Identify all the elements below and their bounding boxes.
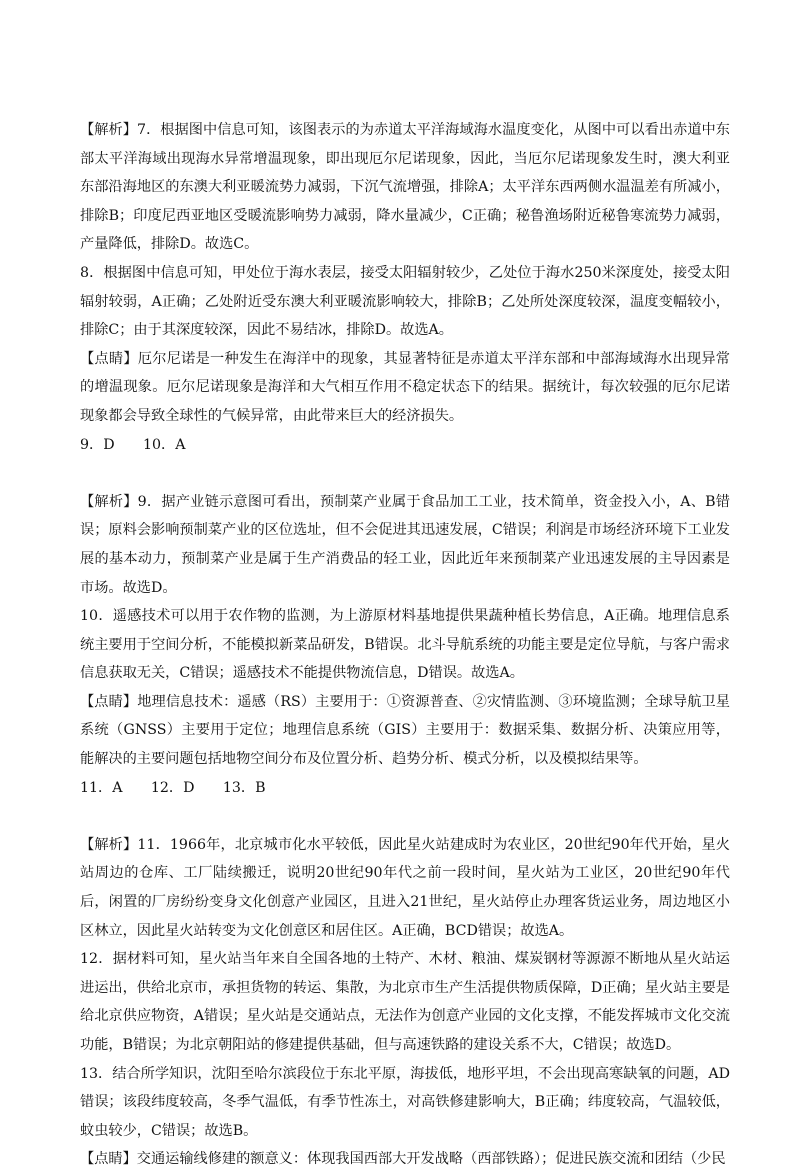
note-paragraph-2 — [80, 688, 730, 774]
note-paragraph-1 — [80, 345, 730, 431]
analysis-paragraph-10 — [80, 602, 730, 688]
paragraph-text: 8．根据图中信息可知，甲处位于海水表层，接受太阳辐射较少，乙处位于海水250米深度处，接受太阳辐射较弱，A正确；乙处附近受东澳大利亚暖流影响较大，排除B；乙处所处深度较深，温度变幅较小，排除C；由于其深度较深，因此不易结冰，排除D。故选A。 — [80, 264, 730, 339]
paragraph-text: 12．据材料可知，星火站当年来自全国各地的土特产、木材、粮油、煤炭钢材等源源不断地从星火站运进运出，供给北京市，承担货物的转运、集散，为北京市生产生活提供物质保障，D正确；星火站主要是给北京供应物资，A错误；星火站是交通站点，无法作为创意产业园的文化支撑，不能发挥城市文化交流功能，B错误；为北京朝阳站的修建提供基础，但与高速铁路的建设关系不大，C错误；故选D。 — [80, 951, 730, 1053]
paragraph-text: 11．1966年，北京城市化水平较低，因此星火站建成时为农业区，20世纪90年代开始，星火站周边的仓库、工厂陆续搬迁，说明20世纪90年代之前一段时间，星火站为工业区，20世纪90年代后，闲置的厂房纷纷变身文化创意产业园区，且进入21世纪，星火站停止办理客货运业务，周边地区小区林立，因此星火站转变为文化创意区和居住区。A正确，BCD错误；故选A。 — [80, 836, 730, 939]
paragraph-text: 交通运输线修建的额意义：体现我国西部大开发战略（西部铁路）；促进民族交流和团结（少民 — [136, 1151, 726, 1168]
analysis-paragraph-8 — [80, 259, 730, 345]
analysis-paragraph-9 — [80, 488, 730, 602]
paragraph-text: 13．结合所学知识，沈阳至哈尔滨段位于东北平原，海拔低，地形平坦，不会出现高寒缺氧的问题，AD错误；该段纬度较高，冬季气温低，有季节性冻土，对高铁修建影响大，B正确；纬度较高，气温较低，蚊虫较少，C错误；故选B。 — [80, 1065, 730, 1139]
paragraph-text: 地理信息技术：遥感（RS）主要用于：①资源普查、②灾情监测、③环境监测；全球导航卫星系统（GNSS）主要用于定位；地理信息系统（GIS）主要用于：数据采集、数据分析、决策应用等，能解决的主要问题包括地物空间分布及位置分析、趋势分析、模式分析，以及模拟结果等。 — [80, 693, 730, 768]
analysis-tag: 【解析】 — [80, 122, 137, 138]
note-tag: 【点睛】 — [80, 693, 138, 710]
spacer — [80, 459, 730, 488]
paragraph-text: 7．根据图中信息可知，该图表示的为赤道太平洋海域海水温度变化，从图中可以看出赤道中东部太平洋海域出现海水异常增温现象，即出现厄尔尼诺现象，因此，当厄尔尼诺现象发生时，澳大利亚东部沿海地区的东澳大利亚暖流势力减弱，下沉气流增强，排除A；太平洋东西两侧水温温差有所减小，排除B；印度尼西亚地区受暖流影响势力减弱，降水量减少，C正确；秘鲁渔场附近秘鲁寒流势力减弱，产量降低，排除D。故选C。 — [80, 122, 730, 253]
note-tag: 【点睛】 — [80, 350, 138, 367]
answer-line-9-10: 9．D 10．A — [80, 436, 186, 453]
analysis-paragraph-11 — [80, 831, 730, 945]
paragraph-text: 9．据产业链示意图可看出，预制菜产业属于食品加工工业，技术简单，资金投入小，A、B错误；原料会影响预制菜产业的区位选址，但不会促进其迅速发展，C错误；利润是市场经济环境下工业发展的基本动力，预制菜产业是属于生产消费品的轻工业，因此近年来预制菜产业迅速发展的主导因素是市场。故选D。 — [80, 493, 730, 596]
paragraph-text: 10．遥感技术可以用于农作物的监测，为上游原材料基地提供果蔬种植长势信息，A正确。地理信息系统主要用于空间分析，不能模拟新菜品研发，B错误。北斗导航系统的功能主要是定位导航，与客户需求信息获取无关，C错误；遥感技术不能提供物流信息，D错误。故选A。 — [80, 608, 730, 682]
document-body — [80, 116, 730, 1174]
answer-line-11-13: 11．A 12．D 13．B — [80, 779, 266, 796]
note-paragraph-3 — [80, 1145, 730, 1174]
analysis-paragraph-13 — [80, 1060, 730, 1146]
note-tag: 【点睛】 — [80, 1151, 137, 1168]
analysis-paragraph-7 — [80, 116, 730, 259]
analysis-paragraph-12 — [80, 945, 730, 1059]
paragraph-text: 厄尔尼诺是一种发生在海洋中的现象，其显著特征是赤道太平洋东部和中部海域海水出现异常的增温现象。厄尔尼诺现象是海洋和大气相互作用不稳定状态下的结果。据统计，每次较强的厄尔尼诺现象都会导致全球性的气候异常，由此带来巨大的经济损失。 — [80, 350, 730, 424]
analysis-tag: 【解析】 — [80, 493, 138, 510]
spacer — [80, 802, 730, 831]
analysis-tag: 【解析】 — [80, 836, 138, 853]
